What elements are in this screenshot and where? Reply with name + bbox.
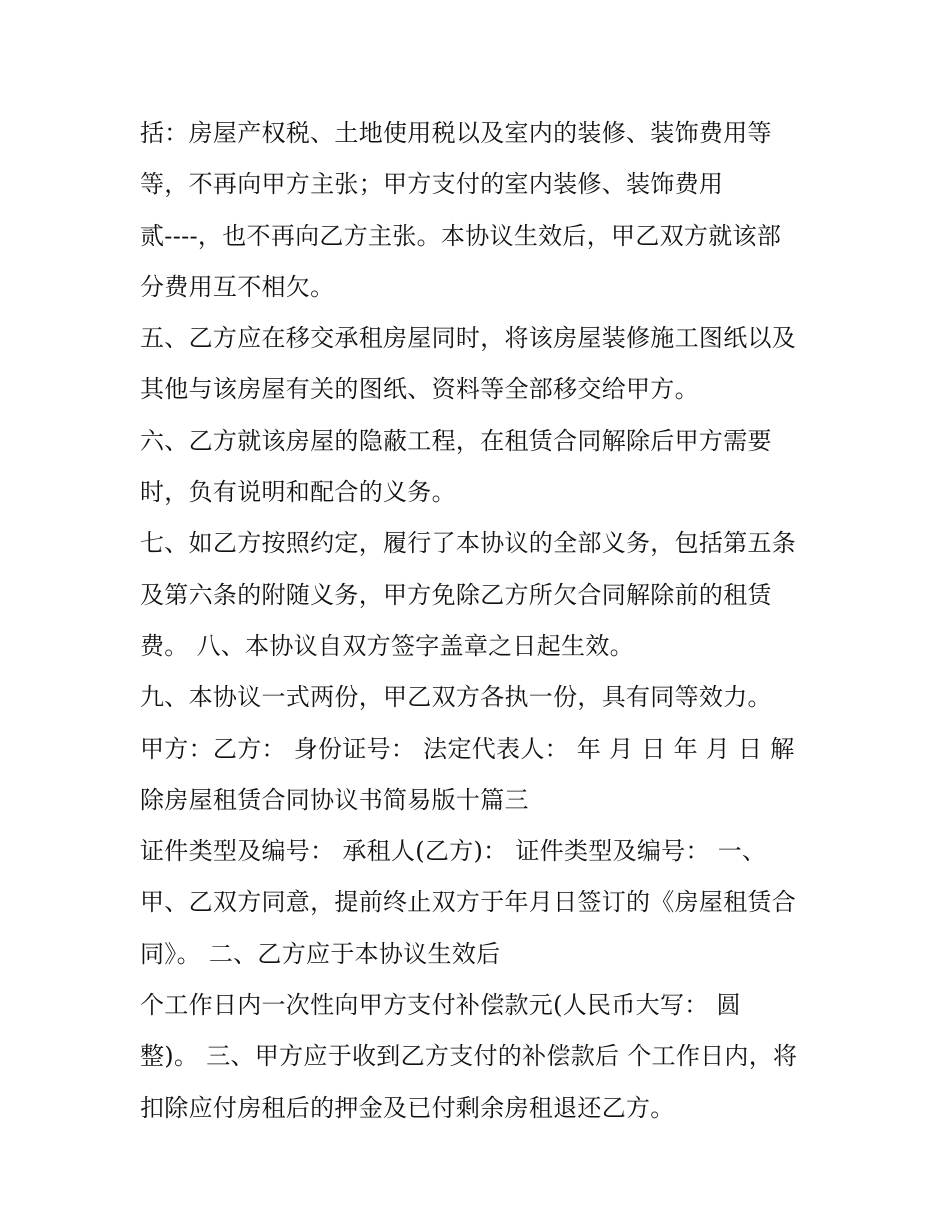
- text-line: 七、如乙方按照约定，履行了本协议的全部义务，包括第五条: [140, 529, 797, 558]
- text-line: 及第六条的附随义务，甲方免除乙方所欠合同解除前的租赁: [140, 580, 772, 609]
- text-line: 贰----，也不再向乙方主张。本协议生效后，甲乙双方就该部: [140, 221, 782, 250]
- text-line: 九、本协议一式两份，甲乙双方各执一份，具有同等效力。: [140, 683, 772, 712]
- text-line: 同》。 二、乙方应于本协议生效后: [140, 939, 501, 968]
- text-line: 个工作日内一次性向甲方支付补偿款元(人民币大写： 圆: [140, 991, 741, 1020]
- text-line: 时，负有说明和配合的义务。: [140, 478, 456, 507]
- text-line: 分费用互不相欠。: [140, 272, 335, 301]
- text-line: 括：房屋产权税、土地使用税以及室内的装修、装饰费用等: [140, 119, 772, 147]
- text-line: 扣除应付房租后的押金及已付剩余房租退还乙方。: [140, 1093, 675, 1122]
- text-line: 费。 八、本协议自双方签字盖章之日起生效。: [140, 631, 634, 660]
- text-line: 甲方：乙方： 身份证号： 法定代表人： 年 月 日 年 月 日 解: [140, 734, 795, 763]
- text-line: 整)。 三、甲方应于收到乙方支付的补偿款后 个工作日内，将: [140, 1042, 798, 1071]
- document-body: [140, 108, 830, 1134]
- text-line: 证件类型及编号： 承租人(乙方)： 证件类型及编号： 一、: [140, 837, 767, 866]
- text-line: 五、乙方应在移交承租房屋同时，将该房屋装修施工图纸以及: [140, 324, 797, 353]
- text-line: 除房屋租赁合同协议书简易版十篇三: [140, 785, 529, 814]
- text-line: 甲、乙双方同意，提前终止双方于年月日签订的《房屋租赁合: [140, 888, 797, 917]
- text-line: 其他与该房屋有关的图纸、资料等全部移交给甲方。: [140, 375, 699, 404]
- text-line: 等，不再向甲方主张；甲方支付的室内装修、装饰费用: [140, 170, 724, 199]
- text-line: 六、乙方就该房屋的隐蔽工程，在租赁合同解除后甲方需要: [140, 426, 772, 455]
